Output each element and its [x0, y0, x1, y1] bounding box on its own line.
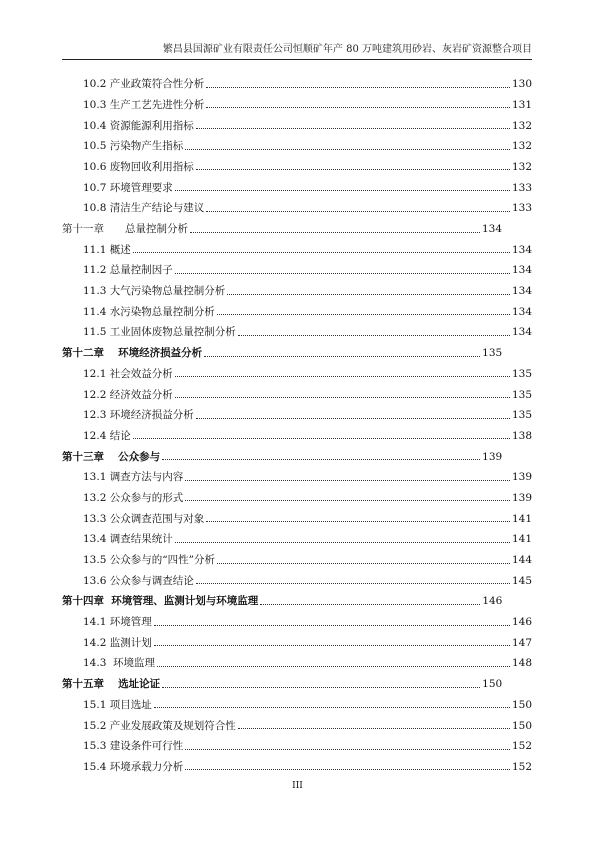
toc-entry-label: 10.6 废物回收利用指标 — [83, 160, 194, 173]
toc-entry-label: 12.3 环境经济损益分析 — [83, 409, 194, 422]
toc-section-entry[interactable] — [62, 731, 532, 752]
toc-section-entry[interactable] — [62, 193, 532, 214]
toc-section-entry[interactable] — [62, 690, 532, 711]
toc-entry-label: 13.6 公众参与调查结论 — [83, 574, 194, 587]
toc-entry-page: 146 — [511, 616, 532, 629]
toc-entry-label: 15.3 建设条件可行性 — [83, 740, 184, 753]
toc-entry-label: 12.2 经济效益分析 — [83, 388, 173, 401]
toc-entry-label: 第十四章 环境管理、监测计划与环境监理 — [62, 595, 259, 608]
dot-leader — [185, 500, 510, 501]
toc-entry-label: 第十五章 选址论证 — [62, 678, 161, 691]
page-number: III — [292, 781, 303, 791]
toc-entry-label: 10.5 污染物产生指标 — [83, 140, 184, 153]
toc-entry-page: 135 — [482, 347, 503, 360]
toc-entry-page: 146 — [482, 595, 503, 608]
toc-entry-label: 12.4 结论 — [83, 429, 131, 442]
toc-entry-label: 14.2 监测计划 — [83, 636, 152, 649]
dot-leader — [227, 294, 510, 295]
toc-entry-page: 150 — [511, 698, 532, 711]
toc-entry-label: 12.1 社会效益分析 — [83, 367, 173, 380]
toc-entry-label: 15.1 项目选址 — [83, 698, 152, 711]
toc-entry-label: 10.8 清洁生产结论与建议 — [83, 202, 205, 215]
dot-leader — [238, 728, 510, 729]
toc-chapter-entry[interactable] — [62, 586, 532, 607]
toc-entry-page: 141 — [511, 533, 532, 546]
dot-leader — [162, 459, 480, 460]
toc-entry-page: 134 — [511, 326, 532, 339]
toc-section-entry[interactable] — [62, 566, 532, 587]
dot-leader — [206, 521, 510, 522]
toc-entry-page: 135 — [511, 388, 532, 401]
toc-entry-label: 第十二章 环境经济损益分析 — [62, 347, 203, 360]
toc-entry-page: 152 — [511, 760, 532, 773]
toc-entry-label: 第十一章 总量控制分析 — [62, 223, 188, 235]
dot-leader — [217, 314, 510, 315]
toc-section-entry[interactable] — [62, 524, 532, 545]
dot-leader — [157, 666, 510, 667]
toc-entry-label: 10.3 生产工艺先进性分析 — [83, 98, 205, 111]
toc-entry-page: 134 — [511, 305, 532, 318]
dot-leader — [133, 252, 510, 253]
toc-entry-page: 134 — [482, 223, 503, 235]
toc-chapter-entry[interactable] — [62, 338, 532, 359]
toc-section-entry[interactable] — [62, 379, 532, 400]
dot-leader — [162, 687, 480, 688]
toc-entry-page: 150 — [511, 719, 532, 732]
toc-section-entry[interactable] — [62, 628, 532, 649]
dot-leader — [190, 232, 480, 233]
dot-leader — [154, 645, 510, 646]
toc-entry-label: 11.5 工业固体废物总量控制分析 — [83, 326, 236, 339]
dot-leader — [185, 480, 510, 481]
toc-entry-label: 10.4 资源能源利用指标 — [83, 119, 194, 132]
dot-leader — [206, 211, 510, 212]
dot-leader — [133, 438, 510, 439]
toc-entry-label: 13.3 公众调查范围与对象 — [83, 512, 205, 525]
toc-entry-label: 第十三章 公众参与 — [62, 450, 161, 463]
toc-section-entry[interactable] — [62, 607, 532, 628]
toc-entry-page: 135 — [511, 367, 532, 380]
toc-section-entry[interactable] — [62, 110, 532, 131]
toc-entry-page: 132 — [511, 160, 532, 173]
toc-section-entry[interactable] — [62, 710, 532, 731]
toc-entry-page: 135 — [511, 409, 532, 422]
toc-entry-page: 139 — [511, 471, 532, 484]
dot-leader — [175, 542, 510, 543]
dot-leader — [206, 107, 510, 108]
toc-entry-page: 134 — [511, 285, 532, 298]
toc-chapter-entry[interactable] — [62, 214, 532, 235]
dot-leader — [238, 335, 510, 336]
toc-entry-label: 10.2 产业政策符合性分析 — [83, 78, 205, 91]
dot-leader — [204, 356, 480, 357]
toc-section-entry[interactable] — [62, 90, 532, 111]
toc-section-entry[interactable] — [62, 276, 532, 297]
dot-leader — [175, 397, 510, 398]
dot-leader — [196, 169, 510, 170]
toc-section-entry[interactable] — [62, 421, 532, 442]
toc-entry-page: 130 — [511, 78, 532, 91]
toc-entry-label: 14.1 环境管理 — [83, 616, 152, 629]
toc-section-entry[interactable] — [62, 503, 532, 524]
toc-section-entry[interactable] — [62, 297, 532, 318]
toc-entry-page: 133 — [511, 181, 532, 194]
dot-leader — [175, 376, 510, 377]
dot-leader — [175, 273, 510, 274]
toc-section-entry[interactable] — [62, 483, 532, 504]
toc-entry-page: 131 — [511, 98, 532, 111]
toc-entry-page: 132 — [511, 119, 532, 132]
toc-section-entry[interactable] — [62, 545, 532, 566]
toc-entry-page: 148 — [511, 657, 532, 670]
running-header — [62, 40, 532, 60]
toc-entry-label: 11.1 概述 — [83, 243, 131, 256]
toc-section-entry[interactable] — [62, 235, 532, 256]
toc-section-entry[interactable] — [62, 648, 532, 669]
toc-entry-page: 139 — [511, 491, 532, 504]
dot-leader — [185, 149, 510, 150]
toc-section-entry[interactable] — [62, 172, 532, 193]
toc-entry-page: 133 — [511, 202, 532, 215]
toc-entry-label: 13.5 公众参与的“四性”分析 — [83, 554, 215, 566]
dot-leader — [260, 604, 480, 605]
dot-leader — [185, 749, 510, 750]
toc-entry-page: 134 — [511, 243, 532, 256]
toc-entry-label: 11.2 总量控制因子 — [83, 264, 173, 277]
dot-leader — [185, 769, 510, 770]
toc-entry-label: 13.2 公众参与的形式 — [83, 491, 184, 504]
toc-entry-page: 147 — [511, 636, 532, 649]
toc-section-entry[interactable] — [62, 400, 532, 421]
toc-entry-label: 13.1 调查方法与内容 — [83, 471, 184, 484]
dot-leader — [175, 190, 510, 191]
header-title: 繁昌县国源矿业有限责任公司恒顺矿年产 80 万吨建筑用砂岩、灰岩矿资源整合项目 — [162, 44, 532, 55]
toc-section-entry[interactable] — [62, 359, 532, 380]
toc-section-entry[interactable] — [62, 462, 532, 483]
toc-entry-label: 13.4 调查结果统计 — [83, 533, 173, 546]
table-of-contents — [62, 69, 532, 772]
toc-entry-label: 14.3 环境监理 — [83, 657, 156, 670]
toc-chapter-entry[interactable] — [62, 441, 532, 462]
dot-leader — [196, 418, 510, 419]
toc-entry-page: 144 — [511, 554, 532, 566]
toc-entry-label: 11.4 水污染物总量控制分析 — [83, 305, 215, 318]
toc-entry-page: 150 — [482, 678, 503, 691]
toc-section-entry[interactable] — [62, 752, 532, 773]
dot-leader — [154, 707, 510, 708]
toc-entry-label: 10.7 环境管理要求 — [83, 181, 173, 194]
toc-entry-page: 134 — [511, 264, 532, 277]
toc-chapter-entry[interactable] — [62, 669, 532, 690]
dot-leader — [154, 625, 510, 626]
toc-entry-page: 141 — [511, 512, 532, 525]
toc-section-entry[interactable] — [62, 152, 532, 173]
toc-entry-label: 15.2 产业发展政策及规划符合性 — [83, 719, 236, 732]
toc-entry-page: 132 — [511, 140, 532, 153]
dot-leader — [217, 563, 510, 564]
dot-leader — [206, 87, 510, 88]
dot-leader — [196, 583, 510, 584]
toc-entry-label: 11.3 大气污染物总量控制分析 — [83, 285, 226, 298]
toc-section-entry[interactable] — [62, 317, 532, 338]
toc-entry-page: 139 — [482, 450, 503, 463]
toc-section-entry[interactable] — [62, 131, 532, 152]
toc-entry-page: 145 — [511, 574, 532, 587]
toc-section-entry[interactable] — [62, 255, 532, 276]
toc-entry-label: 15.4 环境承载力分析 — [83, 760, 184, 773]
toc-entry-page: 138 — [511, 429, 532, 442]
toc-entry-page: 152 — [511, 740, 532, 753]
toc-section-entry[interactable] — [62, 69, 532, 90]
dot-leader — [196, 128, 510, 129]
